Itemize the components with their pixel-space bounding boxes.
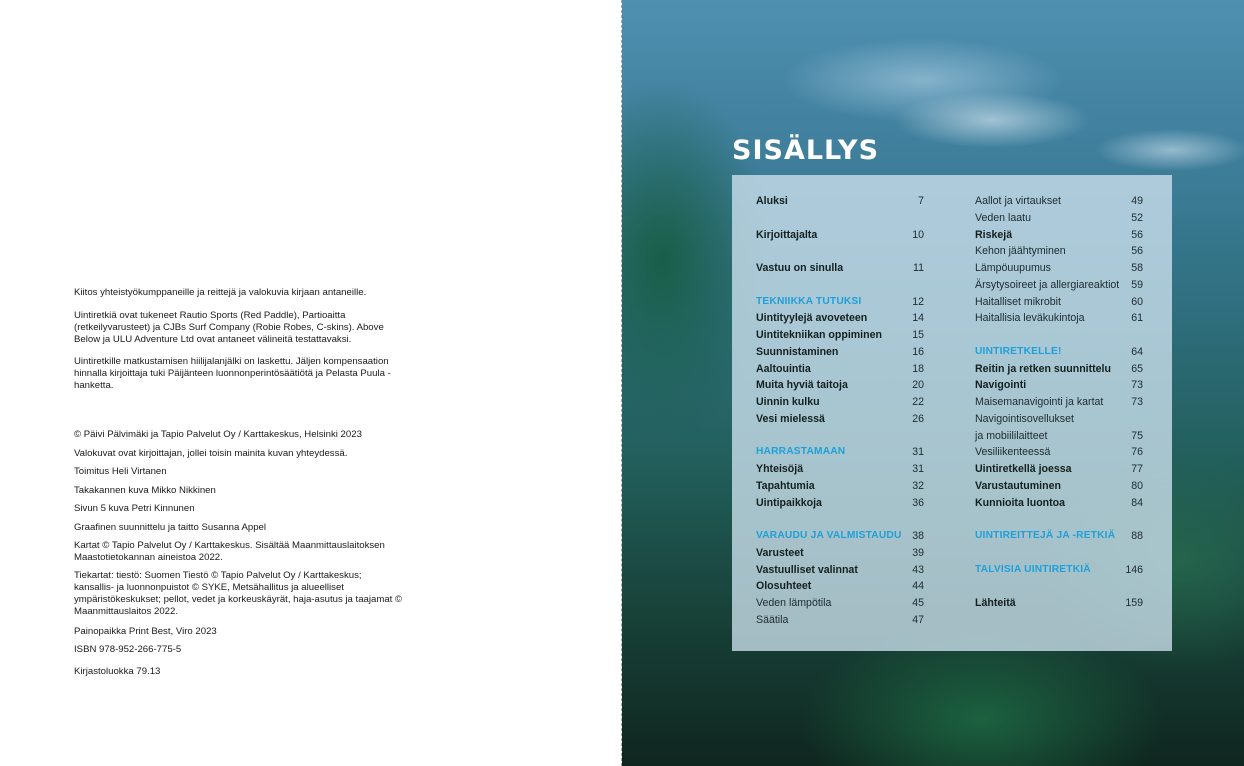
toc-entry-label: Säätila	[756, 613, 789, 626]
toc-entry-page-number: 64	[1131, 345, 1143, 358]
toc-entry-label: Varustautuminen	[975, 479, 1061, 492]
toc-entry-page-number: 44	[912, 580, 924, 593]
carbon-footprint-text: Uintiretkille matkustamisen hiilijalanjälki on laskettu. Jäljen kompensaation hinnalla kirjoittaja tuki Päijänteen luonnonperintösäätiötä ja Pelasta Puula -hanketta.	[74, 356, 391, 391]
toc-entry-label: Olosuhteet	[756, 580, 812, 593]
toc-entry-label: Lähteitä	[975, 597, 1016, 609]
toc-entry-label: Maisemanavigointi ja kartat	[975, 396, 1104, 408]
toc-entry-label: Varusteet	[756, 546, 804, 559]
toc-entry-label: Uintitekniikan oppiminen	[756, 329, 882, 341]
toc-entry-page-number: 77	[1131, 463, 1143, 475]
toc-entry-page-number: 58	[1131, 262, 1143, 274]
toc-entry-label: Vesi mielessä	[756, 412, 825, 425]
toc-entry-label: Aaltouintia	[756, 362, 811, 375]
editor-credit: Toimitus Heli Virtanen	[74, 466, 167, 477]
toc-entry-page-number: 59	[1131, 278, 1143, 291]
toc-entry-page-number: 32	[912, 479, 924, 492]
toc-entry-label: Uintiretkellä joessa	[975, 463, 1072, 475]
toc-entry-label: Muita hyviä taitoja	[756, 379, 848, 392]
toc-entry-label: TALVISIA UINTIRETKIÄ	[975, 563, 1091, 575]
toc-entry-page-number: 65	[1131, 362, 1143, 375]
toc-entry-page-number: 31	[912, 463, 924, 475]
right-page-underwater-photo	[622, 0, 1244, 766]
toc-entry-page-number: 36	[912, 496, 924, 509]
toc-entry-page-number: 52	[1131, 211, 1143, 224]
toc-entry-label: Navigointisovellukset	[975, 412, 1074, 425]
toc-entry-page-number: 7	[918, 195, 924, 207]
isbn: ISBN 978-952-266-775-5	[74, 644, 182, 655]
toc-title: SISÄLLYS	[732, 135, 880, 166]
design-credit: Graafinen suunnittelu ja taitto Susanna Appel	[74, 522, 267, 533]
toc-entry-label: Vastuulliset valinnat	[756, 563, 858, 576]
toc-entry-label: UINTIREITTEJÄ JA -RETKIÄ	[975, 530, 1116, 541]
toc-entry-label: Veden laatu	[975, 211, 1031, 224]
toc-entry-page-number: 73	[1131, 379, 1143, 392]
toc-entry-label: Haitallisia leväkukintoja	[975, 312, 1085, 325]
toc-entry-label: Riskejä	[975, 228, 1013, 241]
toc-entry-page-number: 88	[1131, 530, 1143, 542]
toc-entry-label: Tapahtumia	[756, 479, 815, 492]
photo-credit-text: Valokuvat ovat kirjoittajan, jollei toisin mainita kuvan yhteydessä.	[74, 448, 348, 459]
back-cover-photo-credit: Takakannen kuva Mikko Nikkinen	[74, 485, 216, 496]
toc-entry-page-number: 15	[912, 329, 924, 341]
toc-entry-page-number: 60	[1131, 295, 1143, 308]
toc-entry-page-number: 45	[912, 597, 924, 609]
toc-entry-page-number: 14	[912, 312, 924, 325]
toc-entry-page-number: 12	[912, 295, 924, 308]
toc-entry-page-number: 159	[1125, 597, 1143, 609]
library-class: Kirjastoluokka 79.13	[74, 666, 161, 677]
toc-entry-page-number: 84	[1131, 496, 1143, 509]
toc-entry-label: Uintityylejä avoveteen	[756, 312, 868, 325]
toc-entry-page-number: 20	[912, 379, 924, 392]
left-page	[0, 0, 621, 766]
toc-entry-label: Ärsytysoireet ja allergiareaktiot	[975, 278, 1120, 291]
toc-entry-label: Yhteisöjä	[756, 463, 804, 475]
toc-entry-page-number: 22	[912, 396, 924, 408]
toc-entry-page-number: 43	[912, 563, 924, 576]
toc-entry-page-number: 38	[912, 530, 924, 542]
toc-entry-label: Suunnistaminen	[756, 345, 839, 358]
toc-entry-page-number: 26	[912, 412, 924, 425]
toc-entry-label: Navigointi	[975, 379, 1027, 392]
toc-entry-label: ja mobiililaitteet	[975, 429, 1048, 442]
toc-entry-label: TEKNIIKKA TUTUKSI	[756, 295, 862, 307]
toc-entry-label: Kirjoittajalta	[756, 228, 818, 241]
toc-entry-page-number: 75	[1131, 429, 1143, 442]
acknowledgement-text: Kiitos yhteistyökumppaneille ja reittejä ja valokuvia kirjaan antaneille.	[74, 287, 367, 298]
toc-entry-label: Vesiliikenteessä	[975, 446, 1051, 459]
toc-entry-page-number: 49	[1131, 195, 1143, 207]
toc-entry-label: Veden lämpötila	[756, 597, 832, 609]
toc-entry-page-number: 31	[912, 446, 924, 459]
toc-entry-page-number: 16	[912, 345, 924, 358]
copyright-text: © Päivi Pälvimäki ja Tapio Palvelut Oy / Karttakeskus, Helsinki 2023	[74, 429, 362, 440]
toc-entry-page-number: 56	[1131, 245, 1143, 258]
table-of-contents	[732, 175, 1172, 651]
toc-entry-page-number: 39	[912, 546, 924, 559]
toc-entry-page-number: 18	[912, 362, 924, 375]
toc-entry-label: Vastuu on sinulla	[756, 262, 844, 274]
toc-entry-label: UINTIRETKELLE!	[975, 345, 1062, 357]
toc-entry-label: Lämpöuupumus	[975, 262, 1051, 274]
toc-entry-label: Uintipaikkoja	[756, 496, 822, 509]
toc-entry-page-number: 11	[913, 262, 924, 274]
toc-entry-page-number: 73	[1131, 396, 1143, 408]
page5-photo-credit: Sivun 5 kuva Petri Kinnunen	[74, 503, 195, 514]
toc-entry-label: Haitalliset mikrobit	[975, 295, 1061, 308]
toc-entry-label: Reitin ja retken suunnittelu	[975, 362, 1111, 375]
toc-entry-page-number: 47	[912, 613, 924, 626]
maps-credit: Kartat © Tapio Palvelut Oy / Karttakeskus. Sisältää Maanmittauslaitoksen Maastotietokannan aineistoa 2022.	[74, 540, 385, 563]
toc-entry-label: Uinnin kulku	[756, 396, 820, 408]
toc-entry-page-number: 10	[912, 228, 924, 241]
toc-entry-page-number: 80	[1131, 479, 1143, 492]
printing-info: Painopaikka Print Best, Viro 2023	[74, 626, 217, 637]
toc-entry-label: Aluksi	[756, 195, 788, 207]
page-fold-line	[621, 0, 622, 766]
toc-entry-label: HARRASTAMAAN	[756, 446, 846, 458]
toc-entry-label: Kunnioita luontoa	[975, 496, 1066, 509]
toc-entry-label: Kehon jäähtyminen	[975, 245, 1066, 258]
road-maps-credit: Tiekartat: tiestö: Suomen Tiestö © Tapio Palvelut Oy / Karttakeskus; kansallis- ja luonnonpuistot © SYKE, Metsähallitus ja alueelliset ympäristökeskukset; pellot, vedet ja korkeuskäyrät, haja-asutus ja taajamat © Maanmittauslaitos 2022.	[74, 570, 403, 617]
toc-entry-page-number: 56	[1131, 228, 1143, 241]
toc-entry-label: Aallot ja virtaukset	[975, 195, 1061, 207]
sponsors-text: Uintiretkiä ovat tukeneet Rautio Sports (Red Paddle), Partioaitta (retkeilyvarusteet) ja CJBs Surf Company (Robie Robes, C-skins). Above Below ja ULU Adventure Ltd ovat antaneet välineitä testattavaksi.	[74, 310, 384, 345]
toc-entry-page-number: 76	[1131, 446, 1143, 459]
toc-entry-page-number: 146	[1125, 563, 1143, 576]
toc-entry-page-number: 61	[1131, 312, 1143, 325]
toc-entry-label: VARAUDU JA VALMISTAUDU	[756, 530, 902, 541]
